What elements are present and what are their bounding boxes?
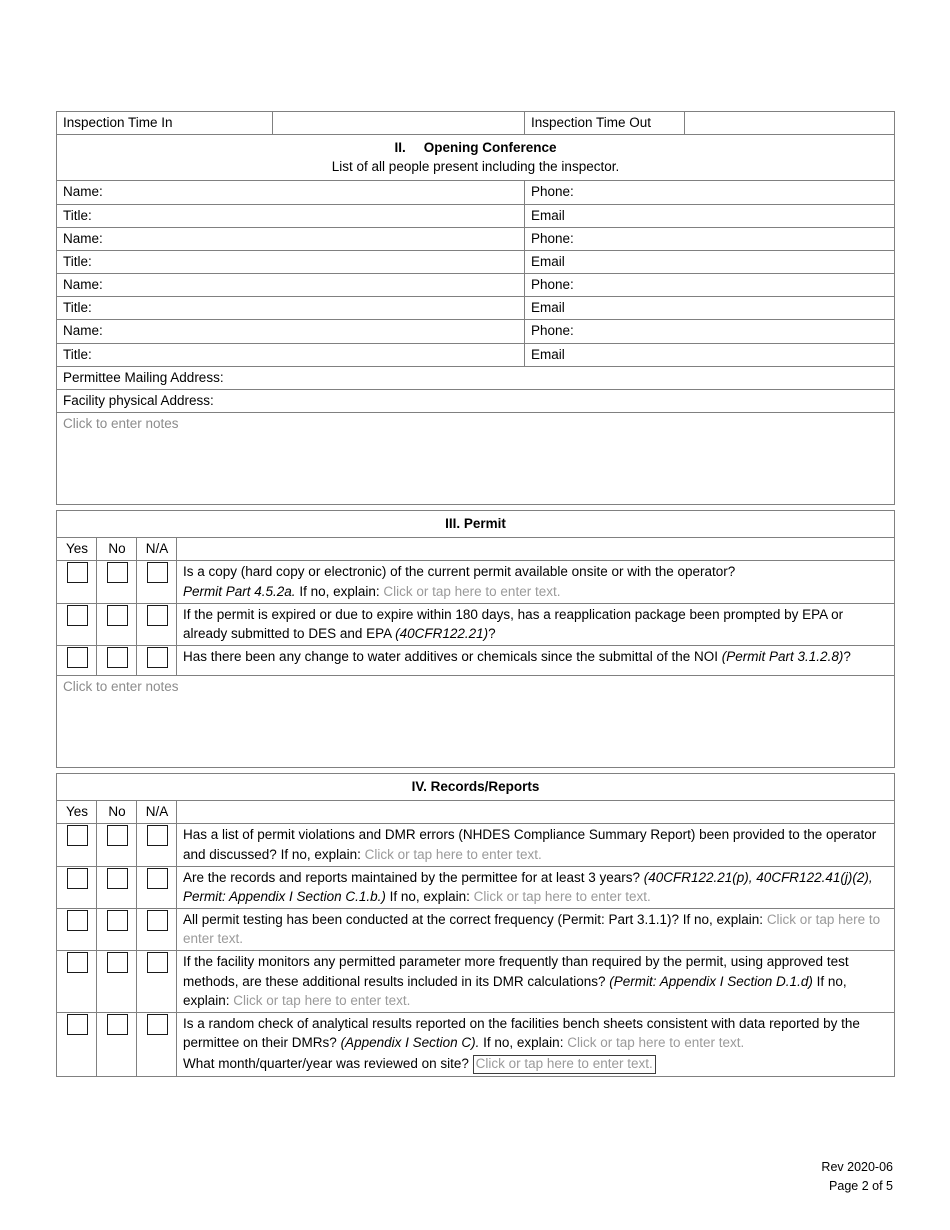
inspection-time-out-field[interactable]: [685, 112, 895, 135]
column-header-question: [177, 538, 895, 561]
facility-physical-address-field[interactable]: Facility physical Address:: [57, 389, 895, 412]
checkbox-cell-yes[interactable]: [57, 1012, 97, 1076]
question-row: [57, 561, 895, 603]
contact-name-label[interactable]: Name:: [57, 274, 525, 297]
section-ii-subtitle: List of all people present including the inspector.: [331, 159, 620, 175]
question-citation: (Permit: Appendix I Section D.1.d): [609, 973, 813, 989]
contact-phone-label[interactable]: Phone:: [525, 274, 895, 297]
contact-row: [57, 181, 895, 204]
checkbox-cell-na[interactable]: [137, 645, 177, 675]
page-number-label: Page 2 of 5: [829, 1178, 893, 1193]
question-line-1: If the permit is expired or due to expire within 180 days, has a reapplication package been prompted by EPA or already submitted to DES and EPA: [183, 606, 844, 641]
question-row: [57, 645, 895, 675]
records-reports-table: [56, 773, 895, 1077]
checkbox-na-icon[interactable]: [147, 562, 168, 583]
question-text: [177, 951, 895, 1012]
checkbox-yes-icon[interactable]: [67, 868, 88, 889]
checkbox-na-icon[interactable]: [147, 825, 168, 846]
checkbox-cell-no[interactable]: [97, 951, 137, 1012]
question-tail: If no, explain:: [295, 583, 384, 599]
question-citation: (40CFR122.21(p), 40CFR122.41(j)(2), Permit: Appendix I Section C.1.b.): [183, 869, 873, 904]
contact-row: [57, 274, 895, 297]
question-text: [177, 561, 895, 603]
question-tail: ?: [843, 648, 851, 664]
checkbox-yes-icon[interactable]: [67, 952, 88, 973]
contact-name-label[interactable]: Name:: [57, 227, 525, 250]
section-iii-column-header-row: [57, 538, 895, 561]
review-period-field[interactable]: Click or tap here to enter text.: [473, 1055, 656, 1074]
checkbox-yes-icon[interactable]: [67, 1014, 88, 1035]
question-body: Is a random check of analytical results reported on the facilities bench sheets consistent with data reported by the permittee on their DMRs?: [183, 1015, 860, 1050]
question-citation: (Permit Part 3.1.2.8): [721, 648, 844, 664]
checkbox-cell-no[interactable]: [97, 824, 137, 866]
contact-row: [57, 204, 895, 227]
section-ii-header: [57, 135, 895, 181]
contact-email-label[interactable]: Email: [525, 343, 895, 366]
checkbox-cell-na[interactable]: [137, 1012, 177, 1076]
contact-email-label[interactable]: Email: [525, 297, 895, 320]
checkbox-yes-icon[interactable]: [67, 605, 88, 626]
section-iii-notes-field[interactable]: Click to enter notes: [57, 676, 895, 768]
checkbox-yes-icon[interactable]: [67, 825, 88, 846]
inspection-time-in-field[interactable]: [273, 112, 525, 135]
question-post: If no, explain:: [479, 1035, 568, 1050]
column-header-question: [177, 801, 895, 824]
followup-label: What month/quarter/year was reviewed on site?: [183, 1056, 473, 1072]
checkbox-na-icon[interactable]: [147, 910, 168, 931]
checkbox-cell-no[interactable]: [97, 866, 137, 908]
checkbox-cell-na[interactable]: [137, 561, 177, 603]
checkbox-cell-na[interactable]: [137, 603, 177, 645]
checkbox-na-icon[interactable]: [147, 868, 168, 889]
question-citation: Permit Part 4.5.2a.: [183, 583, 296, 599]
section-ii-notes-field[interactable]: Click to enter notes: [57, 413, 895, 505]
contact-row: [57, 227, 895, 250]
section-ii-number: II.: [394, 140, 406, 156]
checkbox-cell-no[interactable]: [97, 1012, 137, 1076]
question-line-1: Is a copy (hard copy or electronic) of the current permit available onsite or with the operator?: [183, 564, 736, 580]
checkbox-cell-yes[interactable]: [57, 603, 97, 645]
section-iii-notes-row: [57, 676, 895, 768]
section-iv-column-header-row: [57, 801, 895, 824]
question-text: [177, 824, 895, 866]
contact-name-label[interactable]: Name:: [57, 181, 525, 204]
question-row: [57, 824, 895, 866]
physical-address-row: [57, 389, 895, 412]
checkbox-no-icon[interactable]: [107, 605, 128, 626]
checkbox-cell-na[interactable]: [137, 866, 177, 908]
question-body: Are the records and reports maintained by the permittee for at least 3 years?: [183, 869, 644, 885]
question-text: [177, 603, 895, 645]
column-header-na: N/A: [137, 538, 177, 561]
contact-title-label[interactable]: Title:: [57, 343, 525, 366]
contact-name-label[interactable]: Name:: [57, 320, 525, 343]
contact-title-label[interactable]: Title:: [57, 250, 525, 273]
contact-phone-label[interactable]: Phone:: [525, 181, 895, 204]
section-iv-header: IV. Records/Reports: [57, 774, 895, 801]
checkbox-na-icon[interactable]: [147, 952, 168, 973]
explain-text-field[interactable]: Click or tap here to enter text.: [183, 912, 881, 947]
inspection-time-in-label: Inspection Time In: [57, 112, 273, 135]
checkbox-cell-yes[interactable]: [57, 866, 97, 908]
checkbox-cell-no[interactable]: [97, 645, 137, 675]
column-header-yes: Yes: [57, 801, 97, 824]
question-row: [57, 1012, 895, 1076]
checkbox-no-icon[interactable]: [107, 1014, 128, 1035]
section-ii-title: Opening Conference: [423, 140, 557, 156]
explain-text-field[interactable]: Click or tap here to enter text.: [383, 583, 561, 599]
checkbox-cell-yes[interactable]: [57, 909, 97, 951]
section-iii-header-row: [57, 511, 895, 538]
checkbox-cell-na[interactable]: [137, 824, 177, 866]
question-citation: (40CFR122.21): [395, 625, 489, 641]
checkbox-no-icon[interactable]: [107, 647, 128, 668]
contact-title-label[interactable]: Title:: [57, 204, 525, 227]
explain-text-field[interactable]: Click or tap here to enter text.: [233, 992, 411, 1008]
section-ii-header-row: [57, 135, 895, 181]
question-line-1: Has there been any change to water additives or chemicals since the submittal of the NOI: [183, 648, 722, 664]
section-iii-header: III. Permit: [57, 511, 895, 538]
question-row: [57, 866, 895, 908]
checkbox-yes-icon[interactable]: [67, 562, 88, 583]
inspection-time-out-label: Inspection Time Out: [525, 112, 685, 135]
checkbox-cell-yes[interactable]: [57, 951, 97, 1012]
question-post: If no, explain:: [183, 973, 847, 1008]
contact-row: [57, 250, 895, 273]
checkbox-cell-na[interactable]: [137, 909, 177, 951]
contact-row: [57, 320, 895, 343]
contact-email-label[interactable]: Email: [525, 250, 895, 273]
explain-text-field[interactable]: Click or tap here to enter text.: [567, 1035, 745, 1050]
column-header-na: N/A: [137, 801, 177, 824]
checkbox-no-icon[interactable]: [107, 910, 128, 931]
checkbox-cell-yes[interactable]: [57, 645, 97, 675]
inspection-time-row: [57, 112, 895, 135]
question-post: If no, explain:: [385, 888, 474, 904]
question-row: [57, 909, 895, 951]
checkbox-cell-na[interactable]: [137, 951, 177, 1012]
opening-conference-table: [56, 111, 895, 505]
checkbox-cell-yes[interactable]: [57, 824, 97, 866]
checkbox-na-icon[interactable]: [147, 605, 168, 626]
checkbox-cell-no[interactable]: [97, 909, 137, 951]
page-footer: [821, 1158, 893, 1196]
checkbox-cell-no[interactable]: [97, 603, 137, 645]
section-ii-notes-row: [57, 413, 895, 505]
checkbox-cell-yes[interactable]: [57, 561, 97, 603]
explain-text-field[interactable]: Click or tap here to enter text.: [473, 888, 651, 904]
question-row: [57, 603, 895, 645]
contact-row: [57, 343, 895, 366]
inspection-form-sheet: [56, 111, 894, 1077]
question-text: [177, 645, 895, 675]
question-body: Has a list of permit violations and DMR errors (NHDES Compliance Summary Report) been provided to the operator and discussed? If no, explain:: [183, 827, 877, 862]
question-text: [177, 1012, 895, 1076]
contact-email-label[interactable]: Email: [525, 204, 895, 227]
checkbox-no-icon[interactable]: [107, 868, 128, 889]
question-text: [177, 866, 895, 908]
column-header-no: No: [97, 801, 137, 824]
explain-text-field[interactable]: Click or tap here to enter text.: [364, 846, 542, 862]
question-text: [177, 909, 895, 951]
checkbox-na-icon[interactable]: [147, 1014, 168, 1035]
checkbox-no-icon[interactable]: [107, 825, 128, 846]
contact-phone-label[interactable]: Phone:: [525, 227, 895, 250]
contact-row: [57, 297, 895, 320]
column-header-no: No: [97, 538, 137, 561]
revision-label: Rev 2020-06: [821, 1160, 893, 1174]
section-iv-header-row: [57, 774, 895, 801]
checkbox-na-icon[interactable]: [147, 647, 168, 668]
contact-title-label[interactable]: Title:: [57, 297, 525, 320]
contact-phone-label[interactable]: Phone:: [525, 320, 895, 343]
question-tail: ?: [488, 625, 496, 641]
checkbox-yes-icon[interactable]: [67, 910, 88, 931]
question-body: All permit testing has been conducted at the correct frequency (Permit: Part 3.1.1)? If no, explain:: [183, 912, 767, 928]
question-citation: (Appendix I Section C).: [340, 1035, 480, 1050]
checkbox-no-icon[interactable]: [107, 562, 128, 583]
mailing-address-row: [57, 366, 895, 389]
checkbox-yes-icon[interactable]: [67, 647, 88, 668]
question-row: [57, 951, 895, 1012]
column-header-yes: Yes: [57, 538, 97, 561]
permit-table: [56, 510, 895, 768]
question-body: If the facility monitors any permitted parameter more frequently than required by the permit, using approved test methods, are these additional results included in its DMR calculations?: [183, 954, 849, 989]
checkbox-no-icon[interactable]: [107, 952, 128, 973]
checkbox-cell-no[interactable]: [97, 561, 137, 603]
permittee-mailing-address-field[interactable]: Permittee Mailing Address:: [57, 366, 895, 389]
